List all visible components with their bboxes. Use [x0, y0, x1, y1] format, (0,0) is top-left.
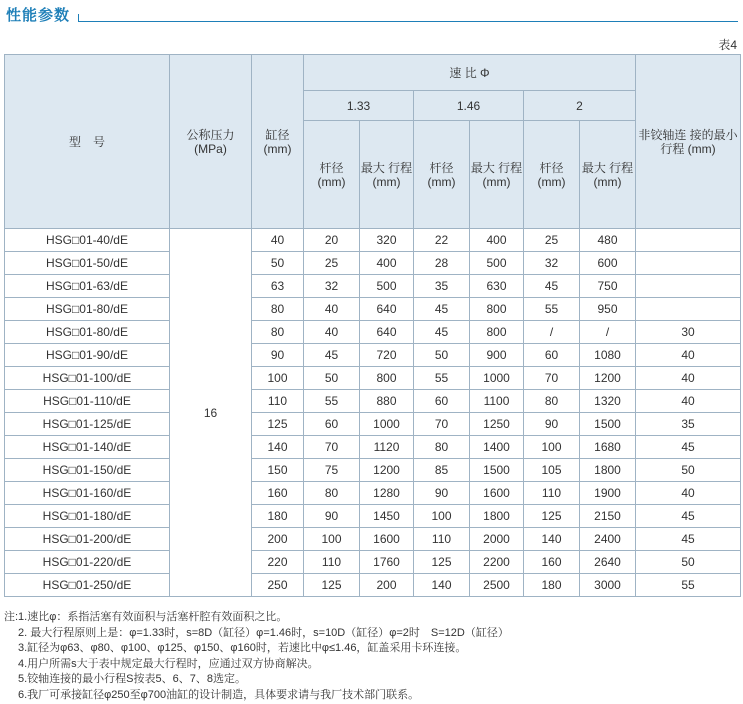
header-min-stroke: 非铰轴连 接的最小 行程 (mm)	[636, 55, 741, 229]
cell-max-stroke-1-46: 1400	[470, 436, 524, 459]
header-ratio-1-33: 1.33	[304, 91, 414, 121]
cell-model: HSG□01-40/dE	[5, 229, 170, 252]
cell-max-stroke-1-33: 640	[360, 321, 414, 344]
cell-max-stroke-2: 1320	[580, 390, 636, 413]
cell-rod-2: 140	[524, 528, 580, 551]
note-line: 2. 最大行程原则上是：φ=1.33时，s=8D（缸径）φ=1.46时，s=10D（缸径）φ=2时 S=12D（缸径）	[18, 626, 509, 639]
cell-min-stroke: 40	[636, 390, 741, 413]
cell-bore: 160	[252, 482, 304, 505]
cell-model: HSG□01-63/dE	[5, 275, 170, 298]
cell-max-stroke-1-46: 1600	[470, 482, 524, 505]
cell-rod-1-33: 110	[304, 551, 360, 574]
cell-max-stroke-1-46: 2200	[470, 551, 524, 574]
cell-bore: 150	[252, 459, 304, 482]
cell-rod-1-46: 110	[414, 528, 470, 551]
cell-max-stroke-1-46: 800	[470, 321, 524, 344]
cell-max-stroke-1-33: 800	[360, 367, 414, 390]
cell-min-stroke	[636, 275, 741, 298]
cell-max-stroke-2: 1900	[580, 482, 636, 505]
table-body	[5, 229, 741, 597]
cell-rod-2: 105	[524, 459, 580, 482]
cell-model: HSG□01-90/dE	[5, 344, 170, 367]
header-rod-diameter: 杆径 (mm)	[524, 121, 580, 229]
cell-rod-1-33: 80	[304, 482, 360, 505]
cell-max-stroke-2: 950	[580, 298, 636, 321]
cell-max-stroke-1-46: 2500	[470, 574, 524, 597]
cell-max-stroke-1-33: 320	[360, 229, 414, 252]
cell-rod-1-46: 80	[414, 436, 470, 459]
cell-max-stroke-1-33: 880	[360, 390, 414, 413]
header-rod-diameter: 杆径 (mm)	[414, 121, 470, 229]
cell-rod-1-46: 35	[414, 275, 470, 298]
table-row	[5, 367, 741, 390]
cell-rod-1-46: 22	[414, 229, 470, 252]
cell-min-stroke	[636, 252, 741, 275]
cell-bore: 180	[252, 505, 304, 528]
cell-rod-2: 90	[524, 413, 580, 436]
cell-rod-1-33: 20	[304, 229, 360, 252]
cell-model: HSG□01-150/dE	[5, 459, 170, 482]
cell-max-stroke-1-46: 500	[470, 252, 524, 275]
cell-max-stroke-1-33: 640	[360, 298, 414, 321]
cell-model: HSG□01-125/dE	[5, 413, 170, 436]
cell-rod-1-33: 32	[304, 275, 360, 298]
table-row	[5, 528, 741, 551]
cell-max-stroke-1-46: 900	[470, 344, 524, 367]
cell-max-stroke-1-46: 1500	[470, 459, 524, 482]
cell-bore: 125	[252, 413, 304, 436]
note-line: 6.我厂可承接缸径φ250至φ700油缸的设计制造，具体要求请与我厂技术部门联系。	[18, 688, 420, 701]
cell-min-stroke: 30	[636, 321, 741, 344]
cell-rod-1-33: 40	[304, 321, 360, 344]
cell-min-stroke: 45	[636, 436, 741, 459]
header-model: 型 号	[5, 55, 170, 229]
cell-rod-2: 60	[524, 344, 580, 367]
note-line: 注:1.速比φ：系指活塞有效面积与活塞杆腔有效面积之比。	[4, 611, 288, 623]
cell-max-stroke-1-46: 400	[470, 229, 524, 252]
cell-max-stroke-2: 750	[580, 275, 636, 298]
cell-max-stroke-1-33: 200	[360, 574, 414, 597]
header-speed-ratio: 速 比 Φ	[304, 55, 636, 91]
cell-rod-1-33: 55	[304, 390, 360, 413]
table-row	[5, 275, 741, 298]
cell-max-stroke-1-46: 1250	[470, 413, 524, 436]
table-row	[5, 551, 741, 574]
cell-rod-2: 180	[524, 574, 580, 597]
cell-max-stroke-2: 1080	[580, 344, 636, 367]
cell-model: HSG□01-180/dE	[5, 505, 170, 528]
cell-max-stroke-2: /	[580, 321, 636, 344]
cell-bore: 140	[252, 436, 304, 459]
cell-rod-1-33: 100	[304, 528, 360, 551]
cell-rod-1-33: 60	[304, 413, 360, 436]
cell-bore: 50	[252, 252, 304, 275]
cell-min-stroke: 40	[636, 344, 741, 367]
cell-max-stroke-1-33: 1760	[360, 551, 414, 574]
cell-rod-1-33: 50	[304, 367, 360, 390]
cell-model: HSG□01-140/dE	[5, 436, 170, 459]
cell-max-stroke-1-33: 400	[360, 252, 414, 275]
table-row	[5, 459, 741, 482]
table-row	[5, 482, 741, 505]
cell-max-stroke-1-33: 1450	[360, 505, 414, 528]
cell-rod-1-33: 75	[304, 459, 360, 482]
cell-bore: 100	[252, 367, 304, 390]
cell-max-stroke-1-46: 630	[470, 275, 524, 298]
cell-min-stroke: 40	[636, 482, 741, 505]
cell-rod-1-46: 60	[414, 390, 470, 413]
cell-max-stroke-1-33: 1600	[360, 528, 414, 551]
cell-model: HSG□01-220/dE	[5, 551, 170, 574]
cell-max-stroke-2: 600	[580, 252, 636, 275]
cell-min-stroke: 50	[636, 551, 741, 574]
cell-rod-2: 110	[524, 482, 580, 505]
cell-max-stroke-2: 3000	[580, 574, 636, 597]
cell-rod-1-33: 70	[304, 436, 360, 459]
cell-model: HSG□01-100/dE	[5, 367, 170, 390]
cell-min-stroke: 40	[636, 367, 741, 390]
cell-min-stroke: 50	[636, 459, 741, 482]
header-bore: 缸径 (mm)	[252, 55, 304, 229]
cell-max-stroke-2: 2150	[580, 505, 636, 528]
cell-rod-1-33: 40	[304, 298, 360, 321]
cell-max-stroke-2: 480	[580, 229, 636, 252]
table-row	[5, 436, 741, 459]
header-max-stroke: 最大 行程 (mm)	[580, 121, 636, 229]
notes-section	[4, 610, 740, 703]
cell-bore: 80	[252, 298, 304, 321]
cell-rod-1-33: 90	[304, 505, 360, 528]
cell-max-stroke-1-33: 720	[360, 344, 414, 367]
note-line: 4.用户所需s大于表中规定最大行程时，应通过双方协商解决。	[18, 657, 319, 670]
cell-rod-1-46: 45	[414, 298, 470, 321]
cell-rod-1-33: 125	[304, 574, 360, 597]
cell-min-stroke: 45	[636, 505, 741, 528]
cell-min-stroke: 35	[636, 413, 741, 436]
header-max-stroke: 最大 行程 (mm)	[470, 121, 524, 229]
cell-min-stroke: 45	[636, 528, 741, 551]
cell-rod-2: /	[524, 321, 580, 344]
cell-model: HSG□01-50/dE	[5, 252, 170, 275]
cell-rod-1-46: 125	[414, 551, 470, 574]
note-line: 3.缸径为φ63、φ80、φ100、φ125、φ150、φ160时，若速比中φ≤1.46，缸盖采用卡环连接。	[18, 642, 467, 654]
cell-min-stroke	[636, 229, 741, 252]
cell-rod-1-46: 90	[414, 482, 470, 505]
performance-parameter-table	[4, 54, 741, 597]
table-row	[5, 321, 741, 344]
cell-rod-1-46: 70	[414, 413, 470, 436]
cell-rod-1-33: 45	[304, 344, 360, 367]
header-rod-diameter: 杆径 (mm)	[304, 121, 360, 229]
table-row	[5, 229, 741, 252]
section-title: 性能参数	[6, 7, 71, 24]
cell-nominal-pressure: 16	[170, 229, 252, 597]
table-row	[5, 574, 741, 597]
cell-rod-1-46: 55	[414, 367, 470, 390]
cell-bore: 220	[252, 551, 304, 574]
cell-bore: 90	[252, 344, 304, 367]
cell-max-stroke-2: 1680	[580, 436, 636, 459]
cell-rod-2: 55	[524, 298, 580, 321]
note-line: 5.铰轴连接的最小行程S按表5、6、7、8选定。	[18, 673, 246, 685]
cell-rod-1-46: 28	[414, 252, 470, 275]
cell-max-stroke-1-33: 500	[360, 275, 414, 298]
cell-bore: 250	[252, 574, 304, 597]
cell-model: HSG□01-80/dE	[5, 321, 170, 344]
table-number-label: 表4	[718, 38, 737, 52]
cell-rod-2: 160	[524, 551, 580, 574]
table-row	[5, 413, 741, 436]
cell-rod-1-46: 45	[414, 321, 470, 344]
cell-model: HSG□01-200/dE	[5, 528, 170, 551]
cell-max-stroke-2: 1200	[580, 367, 636, 390]
cell-rod-2: 45	[524, 275, 580, 298]
header-ratio-2: 2	[524, 91, 636, 121]
cell-max-stroke-1-46: 1100	[470, 390, 524, 413]
title-underline	[78, 21, 738, 22]
cell-rod-1-46: 85	[414, 459, 470, 482]
cell-max-stroke-1-46: 2000	[470, 528, 524, 551]
cell-max-stroke-1-33: 1000	[360, 413, 414, 436]
cell-rod-2: 70	[524, 367, 580, 390]
cell-model: HSG□01-160/dE	[5, 482, 170, 505]
section-title-bar	[6, 4, 738, 28]
cell-rod-2: 125	[524, 505, 580, 528]
cell-rod-1-46: 50	[414, 344, 470, 367]
cell-rod-2: 100	[524, 436, 580, 459]
cell-bore: 200	[252, 528, 304, 551]
cell-rod-1-33: 25	[304, 252, 360, 275]
table-row	[5, 344, 741, 367]
cell-max-stroke-2: 2400	[580, 528, 636, 551]
cell-min-stroke	[636, 298, 741, 321]
cell-max-stroke-1-46: 1800	[470, 505, 524, 528]
cell-rod-1-46: 100	[414, 505, 470, 528]
table-row	[5, 390, 741, 413]
cell-max-stroke-1-46: 800	[470, 298, 524, 321]
header-ratio-1-46: 1.46	[414, 91, 524, 121]
cell-max-stroke-2: 2640	[580, 551, 636, 574]
cell-bore: 63	[252, 275, 304, 298]
table-row	[5, 505, 741, 528]
cell-rod-1-46: 140	[414, 574, 470, 597]
table-row	[5, 298, 741, 321]
cell-model: HSG□01-110/dE	[5, 390, 170, 413]
cell-max-stroke-1-33: 1200	[360, 459, 414, 482]
cell-rod-2: 25	[524, 229, 580, 252]
cell-max-stroke-1-33: 1120	[360, 436, 414, 459]
header-max-stroke: 最大 行程 (mm)	[360, 121, 414, 229]
cell-bore: 80	[252, 321, 304, 344]
cell-model: HSG□01-80/dE	[5, 298, 170, 321]
cell-max-stroke-2: 1800	[580, 459, 636, 482]
cell-max-stroke-1-33: 1280	[360, 482, 414, 505]
table-row	[5, 252, 741, 275]
header-nominal-pressure: 公称压力 (MPa)	[170, 55, 252, 229]
cell-min-stroke: 55	[636, 574, 741, 597]
cell-max-stroke-2: 1500	[580, 413, 636, 436]
cell-max-stroke-1-46: 1000	[470, 367, 524, 390]
cell-rod-2: 80	[524, 390, 580, 413]
cell-rod-2: 32	[524, 252, 580, 275]
cell-bore: 40	[252, 229, 304, 252]
cell-bore: 110	[252, 390, 304, 413]
cell-model: HSG□01-250/dE	[5, 574, 170, 597]
